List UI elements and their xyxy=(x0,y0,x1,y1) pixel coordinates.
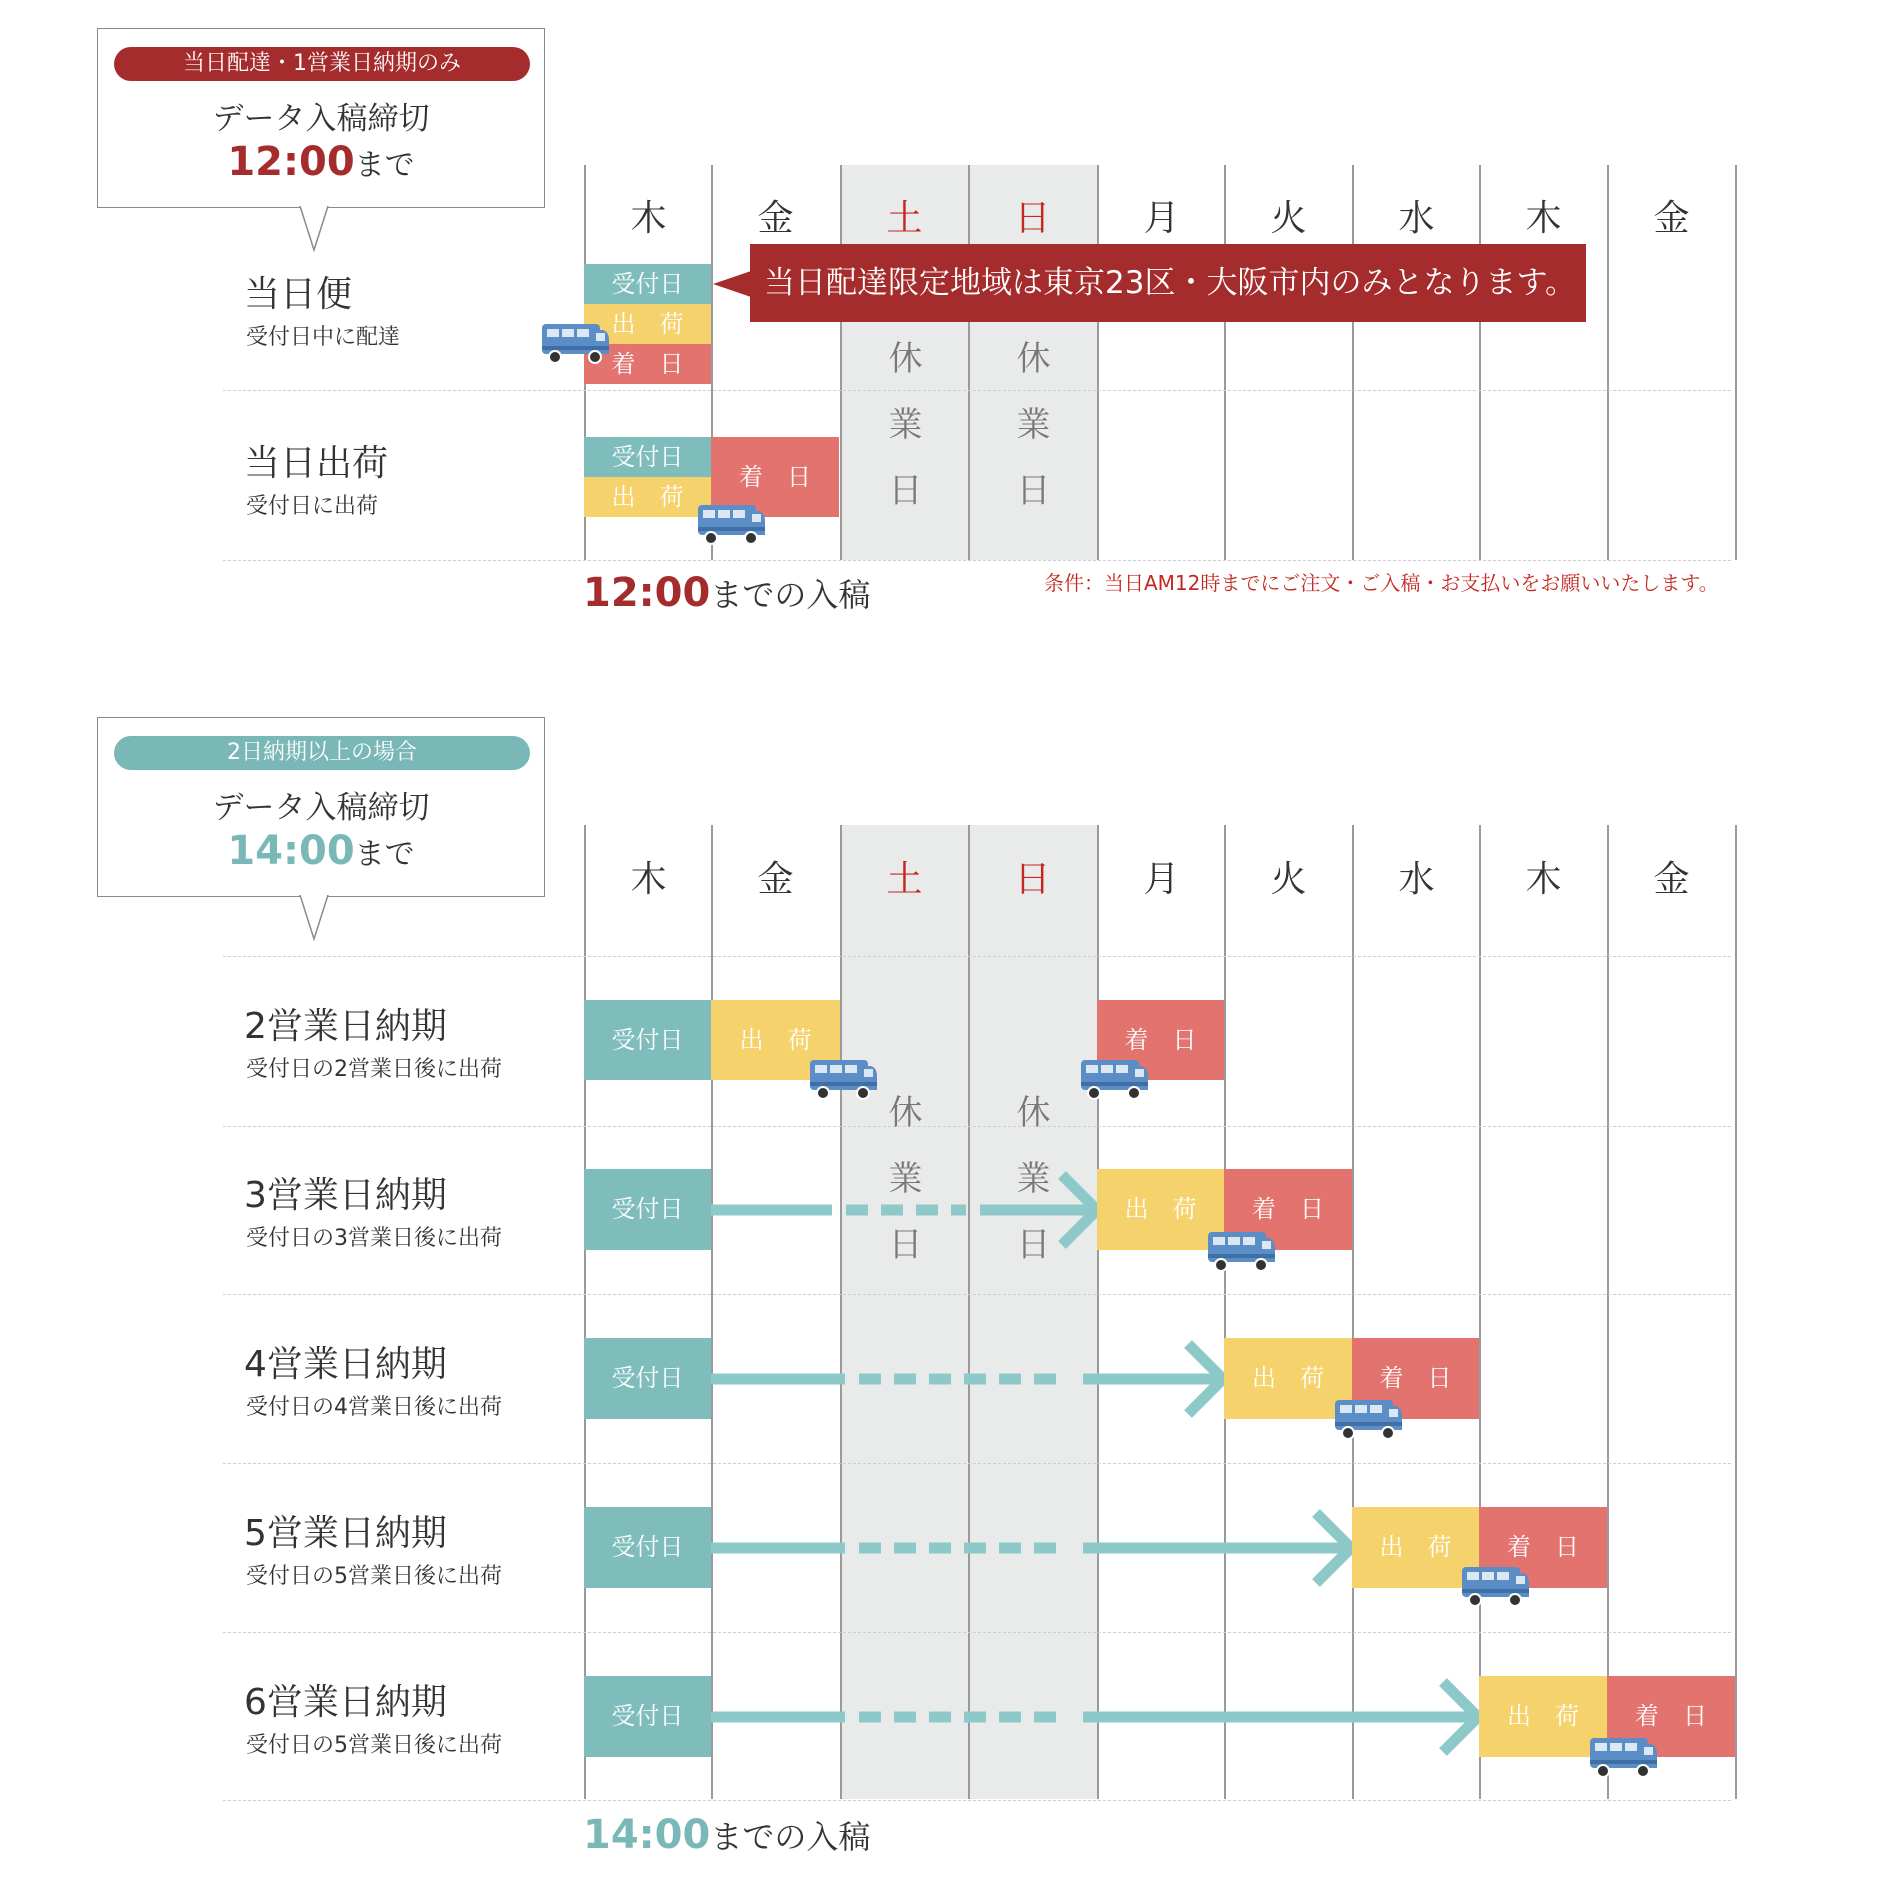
arrow-row-3 xyxy=(711,1175,1097,1245)
shukka-cell: 出 荷 xyxy=(584,477,711,517)
callout-title: データ入稿締切 xyxy=(212,790,430,826)
delivery-truck-icon xyxy=(541,320,611,366)
row-subtitle: 受付日の5営業日後に出荷 xyxy=(246,1733,502,1758)
row-title: 2営業日納期 xyxy=(244,1006,447,1047)
delivery-truck-icon xyxy=(1334,1396,1404,1442)
day-header: 木 xyxy=(630,859,667,900)
row-subtitle: 受付日の3営業日後に出荷 xyxy=(246,1226,502,1251)
condition-note: 条件：当日AM12時までにご注文・ご入稿・お支払いをお願いいたします。 xyxy=(1044,571,1719,595)
deadline-time: 14:00 xyxy=(583,1812,711,1858)
row-title: 当日出荷 xyxy=(244,443,389,484)
day-header: 火 xyxy=(1270,198,1307,239)
delivery-truck-icon xyxy=(1080,1056,1150,1102)
callout-badge-multiday: 2日納期以上の場合 xyxy=(114,736,530,770)
row-title: 3営業日納期 xyxy=(244,1175,447,1216)
chaku-cell: 着 日 xyxy=(1097,1000,1224,1080)
day-header: 火 xyxy=(1270,859,1307,900)
day-header: 日 xyxy=(1014,198,1051,239)
uketsuke-cell: 受付日 xyxy=(584,1338,711,1419)
chaku-cell: 着 日 xyxy=(1224,1169,1352,1250)
day-header: 土 xyxy=(886,859,923,900)
day-header: 月 xyxy=(1143,198,1180,239)
deadline-text: までの入稿 xyxy=(710,1818,871,1856)
row-subtitle: 受付日の4営業日後に出荷 xyxy=(246,1395,502,1420)
chaku-cell: 着 日 xyxy=(584,344,711,384)
day-header: 水 xyxy=(1398,198,1435,239)
callout-time-suffix: まで xyxy=(354,148,415,183)
day-header: 土 xyxy=(886,198,923,239)
holiday-label: 休 業 日 xyxy=(888,339,923,511)
callout-title: データ入稿締切 xyxy=(212,101,430,137)
shukka-cell: 出 荷 xyxy=(1097,1169,1224,1250)
shukka-cell: 出 荷 xyxy=(584,304,711,344)
sameday-area-tooltip: 当日配達限定地域は東京23区・大阪市内のみとなります。 xyxy=(750,244,1586,322)
callout-time-suffix: まで xyxy=(354,837,415,872)
shukka-cell: 出 荷 xyxy=(1352,1507,1479,1588)
chaku-cell: 着 日 xyxy=(711,437,839,517)
callout-badge-sameday: 当日配達・1営業日納期のみ xyxy=(114,47,530,81)
arrow-row-5 xyxy=(711,1513,1351,1583)
uketsuke-cell: 受付日 xyxy=(584,1169,711,1250)
shukka-cell: 出 荷 xyxy=(1224,1338,1352,1419)
uketsuke-cell: 受付日 xyxy=(584,1507,711,1588)
holiday-label: 休 業 日 xyxy=(1016,339,1051,511)
chaku-cell: 着 日 xyxy=(1607,1676,1735,1757)
delivery-truck-icon xyxy=(697,501,767,547)
day-header: 木 xyxy=(1525,859,1562,900)
row-subtitle: 受付日の5営業日後に出荷 xyxy=(246,1564,502,1589)
callout-time: 14:00 xyxy=(227,828,355,874)
arrow-row-4 xyxy=(711,1344,1223,1414)
row-title: 4営業日納期 xyxy=(244,1344,447,1385)
uketsuke-cell: 受付日 xyxy=(584,1676,711,1757)
deadline-label xyxy=(583,1812,870,1858)
row-title: 5営業日納期 xyxy=(244,1513,447,1554)
chaku-cell: 着 日 xyxy=(1479,1507,1607,1588)
uketsuke-cell: 受付日 xyxy=(584,264,711,304)
day-header: 金 xyxy=(1653,198,1690,239)
delivery-truck-icon xyxy=(1207,1228,1277,1274)
deadline-time: 12:00 xyxy=(583,570,711,616)
delivery-truck-icon xyxy=(1461,1563,1531,1609)
day-header: 金 xyxy=(757,198,794,239)
row-subtitle: 受付日に出荷 xyxy=(246,494,379,519)
delivery-truck-icon xyxy=(1589,1734,1659,1780)
row-title: 6営業日納期 xyxy=(244,1682,447,1723)
arrow-row-6 xyxy=(711,1682,1478,1752)
chaku-cell: 着 日 xyxy=(1352,1338,1479,1419)
day-header: 月 xyxy=(1143,859,1180,900)
day-header: 木 xyxy=(1525,198,1562,239)
deadline-text: までの入稿 xyxy=(710,576,871,614)
holiday-label: 休 業 日 xyxy=(1016,1093,1051,1265)
shukka-cell: 出 荷 xyxy=(1479,1676,1607,1757)
shukka-cell: 出 荷 xyxy=(711,1000,840,1080)
day-header: 日 xyxy=(1014,859,1051,900)
row-subtitle: 受付日中に配達 xyxy=(246,325,401,350)
day-header: 水 xyxy=(1398,859,1435,900)
day-header: 木 xyxy=(630,198,667,239)
row-subtitle: 受付日の2営業日後に出荷 xyxy=(246,1057,502,1082)
row-title: 当日便 xyxy=(244,274,353,315)
holiday-label: 休 業 日 xyxy=(888,1093,923,1265)
delivery-truck-icon xyxy=(809,1056,879,1102)
uketsuke-cell: 受付日 xyxy=(584,1000,711,1080)
day-header: 金 xyxy=(757,859,794,900)
uketsuke-cell: 受付日 xyxy=(584,437,711,477)
callout-time: 12:00 xyxy=(227,139,355,185)
day-header: 金 xyxy=(1653,859,1690,900)
